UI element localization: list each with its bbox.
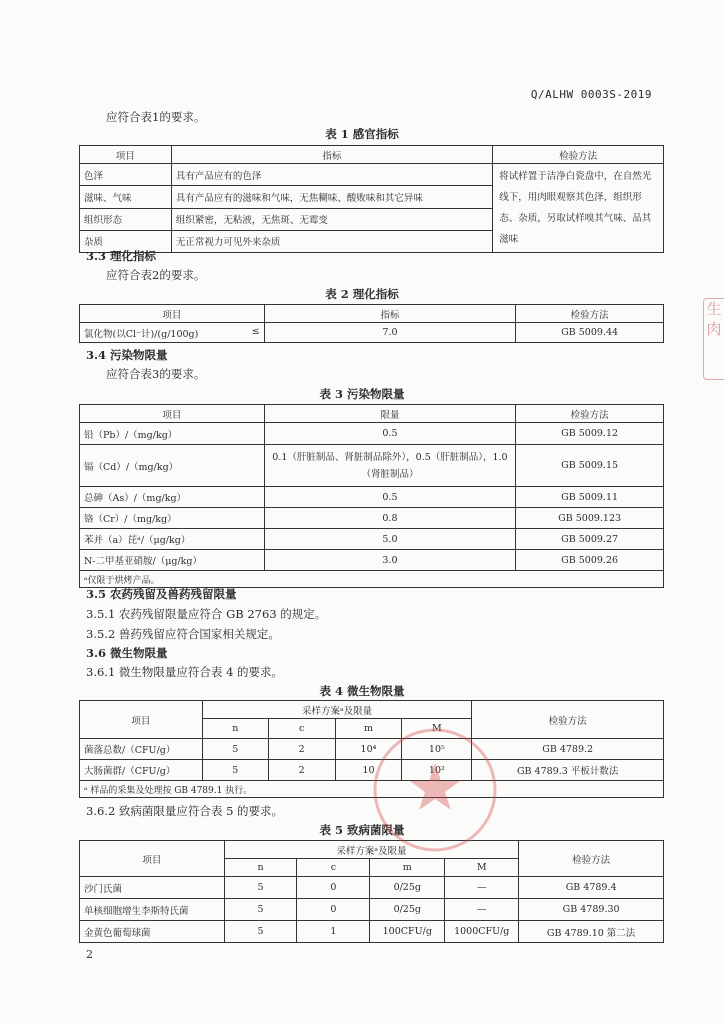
table2-sym: ≤ [251, 325, 260, 337]
table2 [79, 304, 664, 343]
table-cell: GB 4789.3 平板计数法 [472, 760, 664, 781]
table-cell: GB 5009.27 [516, 529, 664, 550]
table-cell: 5 [202, 760, 268, 781]
table-cell: GB 5009.11 [516, 487, 664, 508]
table5-header-method: 检验方法 [519, 841, 664, 877]
table-cell: 100CFU/g [370, 921, 445, 943]
table-cell: 色泽 [80, 164, 172, 186]
table-cell: 10⁴ [335, 739, 402, 760]
table1-header-item: 项目 [80, 146, 172, 164]
table-cell: 菌落总数/（CFU/g） [80, 739, 203, 760]
table-cell: GB 5009.12 [516, 423, 664, 445]
table-cell: GB 4789.30 [519, 899, 664, 921]
table4-sub-n: n [202, 719, 268, 739]
table-cell: 5.0 [264, 529, 516, 550]
section-3-6-title: 3.6 微生物限量 [86, 646, 168, 660]
table-cell: 苯并（a）芘ᵃ/（μg/kg） [80, 529, 265, 550]
table4-sub-m: m [335, 719, 402, 739]
intro-line: 应符合表1的要求。 [106, 110, 206, 124]
table-cell: GB 5009.26 [516, 550, 664, 571]
table4-caption: 表 4 微生物限量 [319, 684, 405, 698]
table-cell: 沙门氏菌 [80, 877, 225, 899]
table4-header-method: 检验方法 [472, 701, 664, 739]
table-cell: — [445, 899, 519, 921]
table3-caption: 表 3 污染物限量 [319, 387, 405, 401]
standard-code: Q/ALHW 0003S-2019 [530, 88, 652, 101]
section-3-5-title: 3.5 农药残留及兽药残留限量 [86, 587, 237, 601]
table-cell: GB 5009.123 [516, 508, 664, 529]
table2-header-item: 项目 [80, 305, 265, 323]
table-cell: 具有产品应有的滋味和气味，无焦糊味、酸败味和其它异味 [171, 186, 492, 208]
table-cell: 5 [224, 899, 297, 921]
table-cell: 0 [297, 877, 370, 899]
table3 [79, 404, 664, 588]
table-cell: 0.1（肝脏制品、肾脏制品除外），0.5（肝脏制品），1.0（肾脏制品） [264, 445, 516, 487]
table-cell: 0.8 [264, 508, 516, 529]
table-cell: 7.0 [264, 323, 515, 343]
table5 [79, 840, 664, 943]
table-cell: N-二甲基亚硝胺/（μg/kg） [80, 550, 265, 571]
section-3-3-title: 3.3 理化指标 [86, 249, 157, 263]
side-tab: 生 肉 [703, 298, 724, 380]
table-cell: 0/25g [370, 899, 445, 921]
table3-header-item: 项目 [80, 405, 265, 423]
table-cell: 2 [268, 760, 335, 781]
section-3-5-2: 3.5.2 兽药残留应符合国家相关规定。 [86, 627, 280, 641]
table-cell: 0.5 [264, 487, 516, 508]
section-3-3-text: 应符合表2的要求。 [106, 268, 206, 282]
table-cell: 10⁵ [402, 739, 472, 760]
table5-caption: 表 5 致病菌限量 [319, 823, 405, 837]
table-cell: 无正常视力可见外来杂质 [171, 230, 492, 252]
table-cell: 组织形态 [80, 208, 172, 230]
table5-sub-c: c [297, 859, 370, 877]
table-cell: GB 4789.2 [472, 739, 664, 760]
section-3-4-title: 3.4 污染物限量 [86, 348, 168, 362]
table1-header-method: 检验方法 [493, 146, 664, 164]
table1 [79, 145, 664, 253]
table1-caption: 表 1 感官指标 [325, 127, 399, 141]
table3-header-limit: 限量 [264, 405, 516, 423]
table4-header-item: 项目 [80, 701, 203, 739]
table-cell: 杂质 [80, 230, 172, 252]
table-cell: GB 5009.15 [516, 445, 664, 487]
table-cell: 5 [224, 877, 297, 899]
table-cell: 滋味、气味 [80, 186, 172, 208]
table-cell: 0 [297, 899, 370, 921]
table-cell: 组织紧密，无粘液，无焦斑、无霉变 [171, 208, 492, 230]
table2-item: 氯化物(以Cl⁻计)/(g/100g) [84, 328, 199, 340]
table4-sub-M: M [402, 719, 472, 739]
section-3-4-text: 应符合表3的要求。 [106, 367, 206, 381]
table-cell: 1 [297, 921, 370, 943]
section-3-6-1: 3.6.1 微生物限量应符合表 4 的要求。 [86, 665, 284, 679]
table2-header-method: 检验方法 [516, 305, 664, 323]
table5-header-item: 项目 [80, 841, 225, 877]
table-cell: 5 [202, 739, 268, 760]
table4-note: ᵃ 样品的采集及处理按 GB 4789.1 执行。 [80, 781, 664, 798]
table-cell: GB 4789.10 第二法 [519, 921, 664, 943]
table-cell: 大肠菌群/（CFU/g） [80, 760, 203, 781]
company-seal-icon [370, 725, 500, 855]
table5-sub-n: n [224, 859, 297, 877]
table1-header-index: 指标 [171, 146, 492, 164]
table2-caption: 表 2 理化指标 [325, 287, 399, 301]
table4-header-plan: 采样方案ᵃ及限量 [202, 701, 471, 719]
table-cell: 金黄色葡萄球菌 [80, 921, 225, 943]
table1-method-text: 将试样置于洁净白瓷盘中，在自然光线下，用肉眼观察其色泽，组织形态、杂质，另取试样嗅其气味、品其滋味 [493, 164, 664, 253]
table5-sub-m: m [370, 859, 445, 877]
table3-header-method: 检验方法 [516, 405, 664, 423]
section-3-6-2: 3.6.2 致病菌限量应符合表 5 的要求。 [86, 804, 284, 818]
table-cell: — [445, 877, 519, 899]
table-cell: 0.5 [264, 423, 516, 445]
table-cell: 10² [402, 760, 472, 781]
table-cell: 总砷（As）/（mg/kg） [80, 487, 265, 508]
table-cell: 2 [268, 739, 335, 760]
table-cell: 镉（Cd）/（mg/kg） [80, 445, 265, 487]
table-cell: GB 5009.44 [516, 323, 664, 343]
table-cell: 铬（Cr）/（mg/kg） [80, 508, 265, 529]
table-cell: 5 [224, 921, 297, 943]
table-cell: 0/25g [370, 877, 445, 899]
table-cell: 铅（Pb）/（mg/kg） [80, 423, 265, 445]
table-cell: 10 [335, 760, 402, 781]
table-cell: 单核细胞增生李斯特氏菌 [80, 899, 225, 921]
page-number: 2 [86, 948, 93, 961]
table4-sub-c: c [268, 719, 335, 739]
table-cell [80, 323, 265, 343]
section-3-5-1: 3.5.1 农药残留限量应符合 GB 2763 的规定。 [86, 607, 327, 621]
table-cell: 1000CFU/g [445, 921, 519, 943]
table3-note: ᵃ仅限于烘烤产品。 [80, 571, 664, 588]
table2-header-index: 指标 [264, 305, 515, 323]
table-cell: 3.0 [264, 550, 516, 571]
table5-header-plan: 采样方案ᵃ及限量 [224, 841, 519, 859]
table5-sub-M: M [445, 859, 519, 877]
table-cell: 具有产品应有的色泽 [171, 164, 492, 186]
table-cell: GB 4789.4 [519, 877, 664, 899]
